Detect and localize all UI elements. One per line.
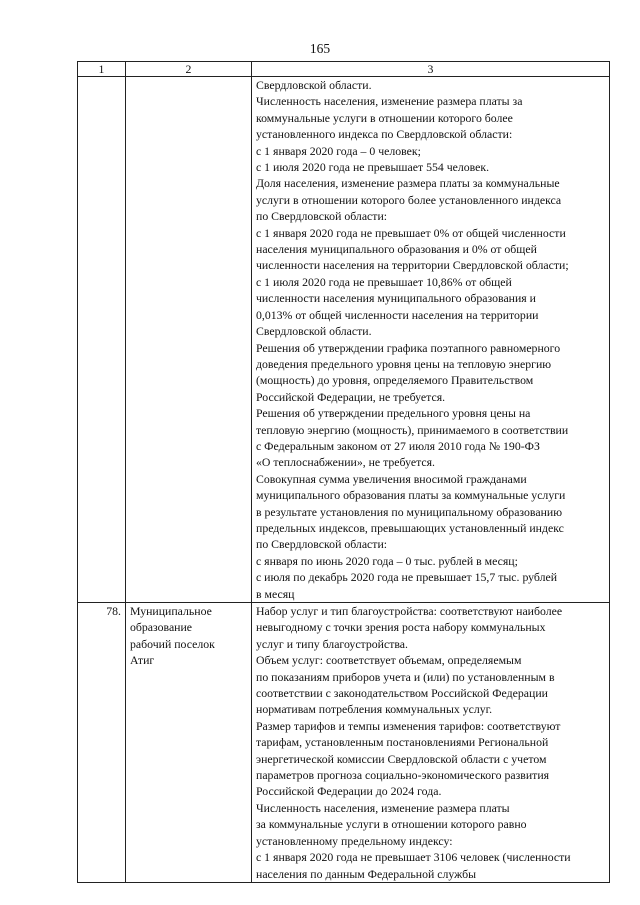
description-line: параметров прогноза социально-экономического развития <box>256 768 550 783</box>
column-header-2: 2 <box>126 62 252 77</box>
description-line: с 1 июля 2020 года не превышает 10,86% от общей <box>256 274 512 289</box>
municipality-name-line: Муниципальное <box>130 604 212 618</box>
description-line: «О теплоснабжении», не требуется. <box>256 455 435 470</box>
description-line: Решения об утверждении предельного уровня цены на <box>256 406 531 421</box>
municipality-name-line: рабочий поселок <box>130 636 215 651</box>
description-line: предельных индексов, превышающих установленный индекс <box>256 520 564 535</box>
description-line: Размер тарифов и темпы изменения тарифов: соответствуют <box>256 718 561 733</box>
table-header-row <box>78 62 610 77</box>
description-line: по показаниям приборов учета и (или) по установленным в <box>256 669 555 684</box>
description-line: с июля по декабрь 2020 года не превышает 15,7 тыс. рублей <box>256 570 558 585</box>
description-line: за коммунальные услуги в отношении которого равно <box>256 817 527 832</box>
description-line: Свердловской области. <box>256 324 372 339</box>
description-line: в результате установления по муниципальному образованию <box>256 504 563 519</box>
description-line: с 1 января 2020 года не превышает 0% от общей численности <box>256 225 566 240</box>
description-line: установленному предельному индексу: <box>256 833 453 848</box>
municipality-name-line: Атиг <box>130 653 155 668</box>
description-line: 0,013% от общей численности населения на территории <box>256 307 539 322</box>
description-line: соответствии с законодательством Российской Федерации <box>256 686 548 701</box>
table-row <box>78 77 610 603</box>
description-line: Численность населения, изменение размера платы за <box>256 94 523 109</box>
description-line: муниципального образования платы за коммунальные услуги <box>256 488 566 503</box>
description-cell <box>252 603 610 883</box>
municipality-name-cell <box>126 77 252 603</box>
municipality-name-cell <box>126 603 252 883</box>
description-line: Российской Федерации, не требуется. <box>256 389 446 404</box>
description-line: с Федеральным законом от 27 июля 2010 года № 190-ФЗ <box>256 438 540 453</box>
row-number-cell <box>78 77 126 603</box>
description-line: тарифам, установленным постановлениями Региональной <box>256 735 549 750</box>
description-line: Объем услуг: соответствует объемам, определяемым <box>256 653 522 668</box>
page-number: 165 <box>309 41 331 56</box>
table-row <box>78 603 610 883</box>
description-line: с 1 января 2020 года – 0 человек; <box>256 143 421 158</box>
description-line: Набор услуг и тип благоустройства: соответствуют наиболее <box>256 604 563 618</box>
description-line: Свердловской области. <box>256 78 372 92</box>
document-table <box>77 61 610 883</box>
description-line: установленного индекса по Свердловской области: <box>256 127 513 142</box>
column-header-1: 1 <box>78 62 126 77</box>
description-line: с января по июнь 2020 года – 0 тыс. рублей в месяц; <box>256 553 518 568</box>
description-line: Решения об утверждении графика поэтапного равномерного <box>256 340 561 355</box>
description-line: (мощность) до уровня, определяемого Правительством <box>256 373 534 388</box>
description-line: Численность населения, изменение размера платы <box>256 800 510 815</box>
description-line: по Свердловской области: <box>256 209 388 224</box>
description-line: Совокупная сумма увеличения вносимой гражданами <box>256 471 527 486</box>
description-line: численности населения муниципального образования и <box>256 291 536 306</box>
description-line: Доля населения, изменение размера платы за коммунальные <box>256 176 560 191</box>
description-line: с 1 января 2020 года не превышает 3106 человек (численности <box>256 850 571 865</box>
description-line: с 1 июля 2020 года не превышает 554 человек. <box>256 160 490 175</box>
description-line: тепловую энергию (мощность), принимаемого в соответствии <box>256 422 569 437</box>
municipality-name-line: образование <box>130 620 193 635</box>
description-line: услуги в отношении которого более установленного индекса <box>256 192 562 207</box>
description-line: в месяц <box>256 586 295 601</box>
description-line: доведения предельного уровня цены на тепловую энергию <box>256 356 552 371</box>
description-line: численности населения на территории Свердловской области; <box>256 258 569 273</box>
description-cell <box>252 77 610 603</box>
description-line: населения муниципального образования и 0% от общей <box>256 242 537 257</box>
row-number-cell: 78. <box>78 603 126 883</box>
description-line: Российской Федерации до 2024 года. <box>256 784 442 799</box>
description-line: невыгодному с точки зрения роста набору коммунальных <box>256 620 546 635</box>
column-header-3: 3 <box>252 62 610 77</box>
description-line: населения по данным Федеральной службы <box>256 866 477 881</box>
description-line: коммунальные услуги в отношении которого более <box>256 110 513 125</box>
description-line: услуг и типу благоустройства. <box>256 636 408 651</box>
description-line: нормативам потребления коммунальных услуг. <box>256 702 493 717</box>
description-line: энергетической комиссии Свердловской области с учетом <box>256 751 547 766</box>
description-line: по Свердловской области: <box>256 537 388 552</box>
